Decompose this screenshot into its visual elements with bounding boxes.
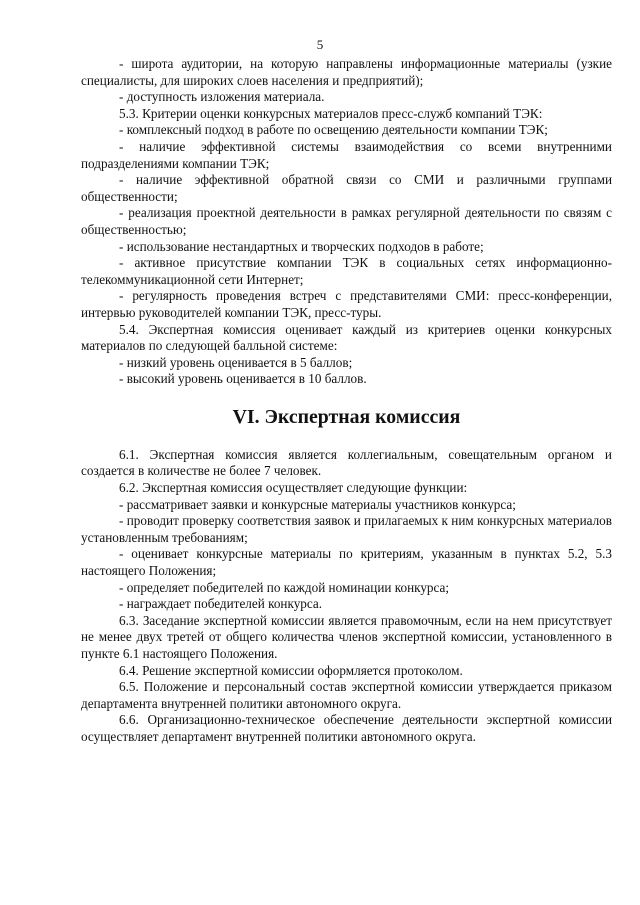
- paragraph-accessibility: - доступность изложения материала.: [119, 89, 325, 105]
- paragraph-5-4-scoring: 5.4. Экспертная комиссия оценивает каждый из критериев оценки конкурсных материалов по следующей балльной системе:: [81, 321, 612, 354]
- paragraph-6-2: 6.2. Экспертная комиссия осуществляет следующие функции:: [119, 480, 468, 496]
- paragraph-checks-compliance: - проводит проверку соответствия заявок и прилагаемых к ним конкурсных материалов установленным требованиям;: [81, 513, 612, 545]
- paragraph-feedback: - наличие эффективной обратной связи со СМИ и различными группами общественности;: [81, 172, 612, 204]
- paragraph-media-meetings: - регулярность проведения встреч с представителями СМИ: пресс-конференции, интервью руководителей компании ТЭК, пресс-туры.: [81, 288, 612, 320]
- page-number: 5: [316, 37, 324, 52]
- section-title: VI. Экспертная комиссия: [232, 405, 461, 428]
- page-content: [81, 56, 612, 746]
- paragraph-reviews-applications: - рассматривает заявки и конкурсные материалы участников конкурса;: [119, 496, 516, 512]
- paragraph-social-networks: - активное присутствие компании ТЭК в социальных сетях информационно-телекоммуникационной сети Интернет;: [81, 255, 612, 287]
- paragraph-evaluates-materials: - оценивает конкурсные материалы по критериям, указанным в пунктах 5.2, 5.3 настоящего Положения;: [81, 546, 612, 579]
- paragraph-interaction-system: - наличие эффективной системы взаимодействия со всеми внутренними подразделениями компании ТЭК;: [81, 138, 612, 171]
- paragraph-6-3: 6.3. Заседание экспертной комиссии является правомочным, если на нем присутствует не менее двух третей от общего количества членов экспертной комиссии, установленного в пункте 6.1 настоящего Положения.: [81, 612, 612, 661]
- paragraph-6-5: 6.5. Положение и персональный состав экспертной комиссии утверждается приказом департамента внутренней политики автономного округа.: [81, 679, 612, 711]
- paragraph-6-4: 6.4. Решение экспертной комиссии оформляется протоколом.: [119, 662, 463, 678]
- paragraph-low-level-score: - низкий уровень оценивается в 5 баллов;: [119, 354, 353, 370]
- paragraph-high-level-score: - высокий уровень оценивается в 10 баллов.: [119, 371, 367, 387]
- paragraph-project-activity: - реализация проектной деятельности в рамках регулярной деятельности по связям с общественностью;: [81, 205, 612, 237]
- paragraph-5-3-heading: 5.3. Критерии оценки конкурсных материалов пресс-служб компаний ТЭК:: [119, 105, 543, 121]
- paragraph-6-1: 6.1. Экспертная комиссия является коллегиальным, совещательным органом и создается в количестве не более 7 человек.: [81, 446, 612, 479]
- paragraph-complex-approach: - комплексный подход в работе по освещению деятельности компании ТЭК;: [119, 122, 548, 138]
- paragraph-creative-approaches: - использование нестандартных и творческих подходов в работе;: [119, 238, 484, 254]
- paragraph-awards-winners: - награждает победителей конкурса.: [119, 596, 323, 612]
- paragraph-6-6: 6.6. Организационно-техническое обеспечение деятельности экспертной комиссии осуществляет департамент внутренней политики автономного округа.: [81, 712, 612, 744]
- paragraph-determines-winners: - определяет победителей по каждой номинации конкурса;: [119, 579, 450, 595]
- paragraph-audience-breadth: - широта аудитории, на которую направлены информационные материалы (узкие специалисты, для широких слоев населения и предприятий);: [81, 56, 612, 88]
